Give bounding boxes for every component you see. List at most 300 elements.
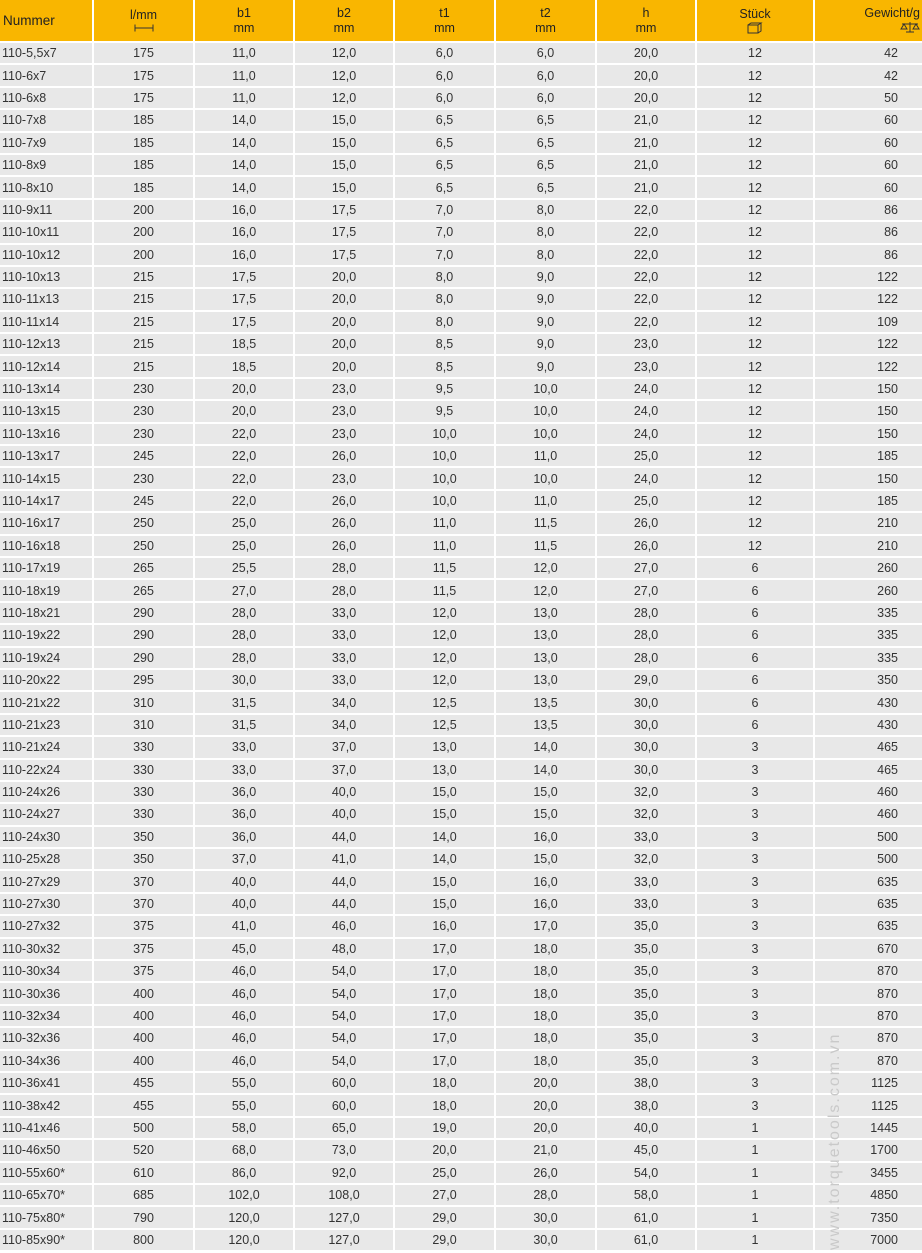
header-b2-label: b2 [337,5,351,20]
table-cell: 55,0 [195,1073,295,1095]
table-row [0,849,922,871]
table-cell: 17,5 [295,245,395,267]
table-cell: 185 [94,155,195,177]
table-cell: 110-7x9 [0,133,94,155]
table-cell: 6,5 [496,155,597,177]
table-row [0,1230,922,1252]
table-cell: 21,0 [597,110,697,132]
table-cell: 22,0 [597,267,697,289]
table-cell: 45,0 [597,1140,697,1162]
table-cell: 25,0 [597,491,697,513]
table-cell: 65,0 [295,1118,395,1140]
table-cell: 3 [697,1028,815,1050]
table-cell: 23,0 [295,379,395,401]
table-cell: 21,0 [597,155,697,177]
table-cell: 110-19x22 [0,625,94,647]
table-cell: 110-18x21 [0,603,94,625]
table-cell: 3 [697,916,815,938]
table-cell: 110-25x28 [0,849,94,871]
table-cell: 8,0 [395,267,496,289]
table-cell: 20,0 [597,88,697,110]
table-cell: 290 [94,603,195,625]
table-cell: 12 [697,356,815,378]
table-cell: 54,0 [295,1051,395,1073]
table-cell: 60 [815,133,922,155]
table-cell: 58,0 [597,1185,697,1207]
table-cell: 40,0 [195,871,295,893]
table-cell: 60 [815,177,922,199]
table-cell: 29,0 [597,670,697,692]
table-row [0,155,922,177]
table-cell: 3 [697,737,815,759]
table-cell: 30,0 [597,715,697,737]
table-cell: 20,0 [295,289,395,311]
table-cell: 3 [697,782,815,804]
table-cell: 310 [94,715,195,737]
table-cell: 8,0 [496,222,597,244]
table-cell: 12 [697,424,815,446]
table-cell: 7,0 [395,200,496,222]
table-row [0,536,922,558]
header-length-label: l/mm [129,8,158,22]
table-cell: 110-16x17 [0,513,94,535]
table-cell: 15,0 [395,894,496,916]
table-cell: 122 [815,289,922,311]
table-cell: 290 [94,648,195,670]
table-cell: 3 [697,804,815,826]
table-cell: 455 [94,1095,195,1117]
table-cell: 870 [815,961,922,983]
table-cell: 9,0 [496,267,597,289]
table-cell: 11,0 [496,446,597,468]
table-cell: 11,0 [496,491,597,513]
table-row [0,401,922,423]
table-cell: 28,0 [496,1185,597,1207]
table-cell: 185 [815,446,922,468]
table-cell: 20,0 [295,356,395,378]
table-cell: 46,0 [195,983,295,1005]
table-cell: 6,0 [496,43,597,65]
table-cell: 27,0 [597,558,697,580]
table-cell: 8,5 [395,334,496,356]
table-cell: 110-6x8 [0,88,94,110]
table-cell: 430 [815,715,922,737]
header-t2-label: t2 [540,5,551,20]
table-cell: 32,0 [597,804,697,826]
table-cell: 35,0 [597,939,697,961]
table-cell: 14,0 [395,827,496,849]
table-cell: 28,0 [295,558,395,580]
table-cell: 17,0 [395,983,496,1005]
table-cell: 35,0 [597,1028,697,1050]
table-cell: 17,5 [295,200,395,222]
table-cell: 110-5,5x7 [0,43,94,65]
table-row [0,625,922,647]
table-row [0,65,922,87]
table-cell: 12 [697,133,815,155]
table-cell: 61,0 [597,1207,697,1229]
table-cell: 12,0 [395,603,496,625]
table-cell: 11,5 [496,513,597,535]
table-cell: 37,0 [295,737,395,759]
header-h-unit: mm [635,20,657,35]
table-cell: 11,0 [395,536,496,558]
table-cell: 18,0 [496,1006,597,1028]
table-cell: 15,0 [295,177,395,199]
header-t1-label: t1 [439,5,450,20]
table-cell: 26,0 [496,1163,597,1185]
table-row [0,1028,922,1050]
table-cell: 110-13x15 [0,401,94,423]
table-row [0,1207,922,1229]
table-cell: 685 [94,1185,195,1207]
table-cell: 21,0 [597,133,697,155]
table-cell: 3 [697,894,815,916]
table-cell: 110-24x27 [0,804,94,826]
table-cell: 22,0 [597,312,697,334]
table-cell: 110-24x30 [0,827,94,849]
table-cell: 26,0 [295,513,395,535]
header-t2 [496,0,597,43]
table-cell: 110-30x36 [0,983,94,1005]
table-cell: 17,0 [395,1051,496,1073]
table-cell: 54,0 [295,1006,395,1028]
table-cell: 27,0 [597,580,697,602]
table-cell: 610 [94,1163,195,1185]
table-cell: 635 [815,871,922,893]
table-cell: 110-38x42 [0,1095,94,1117]
header-nummer: Nummer [0,0,94,43]
table-cell: 31,5 [195,692,295,714]
table-cell: 13,0 [395,760,496,782]
table-cell: 55,0 [195,1095,295,1117]
table-cell: 22,0 [195,491,295,513]
table-cell: 6,5 [496,110,597,132]
table-cell: 210 [815,536,922,558]
length-arrow-icon [134,23,154,33]
table-cell: 110-24x26 [0,782,94,804]
table-cell: 7,0 [395,245,496,267]
table-cell: 22,0 [597,245,697,267]
table-cell: 20,0 [496,1095,597,1117]
table-cell: 14,0 [395,849,496,871]
table-cell: 12 [697,289,815,311]
table-cell: 3 [697,827,815,849]
table-cell: 33,0 [195,760,295,782]
table-cell: 8,0 [395,289,496,311]
table-cell: 17,5 [195,289,295,311]
table-cell: 15,0 [395,871,496,893]
table-cell: 28,0 [597,648,697,670]
table-cell: 28,0 [195,648,295,670]
table-cell: 16,0 [195,222,295,244]
table-cell: 17,0 [496,916,597,938]
table-cell: 245 [94,446,195,468]
table-cell: 28,0 [295,580,395,602]
table-cell: 46,0 [195,961,295,983]
table-cell: 54,0 [597,1163,697,1185]
table-row [0,43,922,65]
table-cell: 10,0 [395,424,496,446]
table-cell: 110-30x32 [0,939,94,961]
table-cell: 3 [697,983,815,1005]
table-cell: 110-34x36 [0,1051,94,1073]
table-row [0,267,922,289]
table-cell: 16,0 [395,916,496,938]
table-cell: 15,0 [395,804,496,826]
table-cell: 10,0 [496,424,597,446]
table-cell: 10,0 [395,468,496,490]
table-cell: 110-41x46 [0,1118,94,1140]
table-cell: 12,5 [395,715,496,737]
table-cell: 26,0 [295,491,395,513]
table-cell: 120,0 [195,1230,295,1252]
table-cell: 30,0 [496,1207,597,1229]
table-cell: 11,0 [195,65,295,87]
scale-icon-wrap [900,21,920,36]
table-cell: 20,0 [195,401,295,423]
table-cell: 12 [697,446,815,468]
table-cell: 7,0 [395,222,496,244]
table-cell: 4850 [815,1185,922,1207]
table-cell: 36,0 [195,827,295,849]
table-cell: 12 [697,43,815,65]
table-cell: 500 [815,849,922,871]
table-cell: 127,0 [295,1230,395,1252]
table-cell: 330 [94,760,195,782]
table-cell: 60,0 [295,1095,395,1117]
table-cell: 260 [815,580,922,602]
table-cell: 22,0 [597,289,697,311]
table-cell: 16,0 [496,871,597,893]
table-cell: 3 [697,961,815,983]
table-cell: 110-30x34 [0,961,94,983]
table-cell: 110-14x17 [0,491,94,513]
table-cell: 200 [94,222,195,244]
table-cell: 48,0 [295,939,395,961]
table-cell: 6,0 [496,65,597,87]
table-cell: 250 [94,536,195,558]
table-cell: 350 [94,827,195,849]
table-cell: 18,0 [395,1073,496,1095]
table-cell: 12 [697,222,815,244]
table-cell: 36,0 [195,804,295,826]
table-cell: 18,0 [496,1028,597,1050]
table-row [0,468,922,490]
table-cell: 35,0 [597,983,697,1005]
table-cell: 110-36x41 [0,1073,94,1095]
table-cell: 12 [697,65,815,87]
table-cell: 110-32x36 [0,1028,94,1050]
table-cell: 17,5 [195,267,295,289]
table-cell: 18,0 [496,939,597,961]
table-cell: 11,0 [195,88,295,110]
table-cell: 110-27x29 [0,871,94,893]
table-row [0,916,922,938]
table-cell: 370 [94,894,195,916]
table-cell: 16,0 [496,894,597,916]
table-cell: 12,0 [295,88,395,110]
table-cell: 35,0 [597,961,697,983]
table-row [0,200,922,222]
table-row [0,379,922,401]
table-cell: 1125 [815,1073,922,1095]
table-cell: 110-16x18 [0,536,94,558]
table-cell: 110-8x9 [0,155,94,177]
table-row [0,603,922,625]
table-cell: 10,0 [395,446,496,468]
table-cell: 8,0 [496,200,597,222]
table-cell: 15,0 [295,133,395,155]
table-cell: 28,0 [597,625,697,647]
table-cell: 122 [815,334,922,356]
table-cell: 6,5 [395,110,496,132]
table-cell: 14,0 [195,177,295,199]
table-cell: 870 [815,1006,922,1028]
table-cell: 6,5 [395,133,496,155]
table-cell: 14,0 [195,133,295,155]
table-cell: 455 [94,1073,195,1095]
table-cell: 61,0 [597,1230,697,1252]
table-cell: 20,0 [597,43,697,65]
table-cell: 110-17x19 [0,558,94,580]
table-cell: 41,0 [195,916,295,938]
table-cell: 12 [697,177,815,199]
table-cell: 150 [815,468,922,490]
table-cell: 15,0 [496,804,597,826]
table-cell: 12 [697,267,815,289]
table-cell: 110-21x23 [0,715,94,737]
table-cell: 14,0 [195,110,295,132]
table-cell: 92,0 [295,1163,395,1185]
table-cell: 86 [815,245,922,267]
table-cell: 12 [697,334,815,356]
table-cell: 6,5 [496,177,597,199]
table-cell: 870 [815,1051,922,1073]
table-row [0,491,922,513]
table-cell: 350 [815,670,922,692]
table-cell: 500 [815,827,922,849]
table-cell: 86 [815,200,922,222]
box-icon [747,22,763,34]
table-cell: 12 [697,513,815,535]
table-cell: 110-27x32 [0,916,94,938]
table-cell: 3 [697,1095,815,1117]
table-row [0,289,922,311]
table-row [0,894,922,916]
table-cell: 15,0 [295,110,395,132]
table-cell: 25,0 [395,1163,496,1185]
table-cell: 6,0 [395,43,496,65]
table-cell: 375 [94,916,195,938]
table-cell: 150 [815,401,922,423]
table-cell: 12 [697,155,815,177]
table-cell: 110-21x22 [0,692,94,714]
table-row [0,737,922,759]
table-cell: 12 [697,200,815,222]
table-cell: 12,0 [395,670,496,692]
table-cell: 22,0 [597,200,697,222]
table-cell: 60 [815,110,922,132]
table-cell: 60,0 [295,1073,395,1095]
table-cell: 33,0 [295,648,395,670]
table-cell: 25,0 [597,446,697,468]
table-cell: 330 [94,782,195,804]
table-cell: 14,0 [195,155,295,177]
header-gewicht [815,0,922,43]
table-cell: 110-10x11 [0,222,94,244]
header-t1-unit: mm [434,20,455,35]
table-cell: 110-13x16 [0,424,94,446]
table-cell: 30,0 [597,760,697,782]
table-cell: 110-8x10 [0,177,94,199]
table-cell: 16,0 [195,200,295,222]
header-b1-unit: mm [233,20,255,35]
table-cell: 635 [815,916,922,938]
table-cell: 32,0 [597,782,697,804]
table-cell: 375 [94,961,195,983]
table-cell: 33,0 [597,827,697,849]
table-cell: 40,0 [295,782,395,804]
table-cell: 375 [94,939,195,961]
table-cell: 38,0 [597,1073,697,1095]
table-cell: 110-19x24 [0,648,94,670]
table-cell: 11,0 [395,513,496,535]
table-cell: 10,0 [395,491,496,513]
table-cell: 54,0 [295,1028,395,1050]
table-row [0,88,922,110]
table-row [0,245,922,267]
table-cell: 33,0 [295,670,395,692]
table-cell: 175 [94,43,195,65]
table-cell: 33,0 [295,625,395,647]
table-cell: 110-65x70* [0,1185,94,1207]
table-cell: 12,0 [395,625,496,647]
watermark: www.torquetools.com.vn [826,1032,843,1250]
table-cell: 25,5 [195,558,295,580]
table-cell: 335 [815,625,922,647]
table-cell: 20,0 [295,334,395,356]
header-row [0,0,922,43]
table-cell: 30,0 [195,670,295,692]
table-cell: 8,0 [395,312,496,334]
table-cell: 108,0 [295,1185,395,1207]
table-cell: 110-13x14 [0,379,94,401]
table-cell: 60 [815,155,922,177]
table-cell: 150 [815,424,922,446]
table-cell: 310 [94,692,195,714]
table-row [0,1095,922,1117]
table-cell: 68,0 [195,1140,295,1162]
table-cell: 33,0 [195,737,295,759]
table-row [0,1073,922,1095]
table-cell: 6,0 [395,88,496,110]
table-cell: 215 [94,267,195,289]
table-cell: 110-20x22 [0,670,94,692]
table-cell: 45,0 [195,939,295,961]
table-cell: 86,0 [195,1163,295,1185]
table-cell: 22,0 [195,468,295,490]
table-cell: 12 [697,468,815,490]
table-cell: 430 [815,692,922,714]
table-row [0,1185,922,1207]
table-cell: 19,0 [395,1118,496,1140]
table-cell: 15,0 [496,849,597,871]
table-cell: 260 [815,558,922,580]
header-b1-label: b1 [237,5,251,20]
table-cell: 22,0 [195,446,295,468]
header-h [597,0,697,43]
